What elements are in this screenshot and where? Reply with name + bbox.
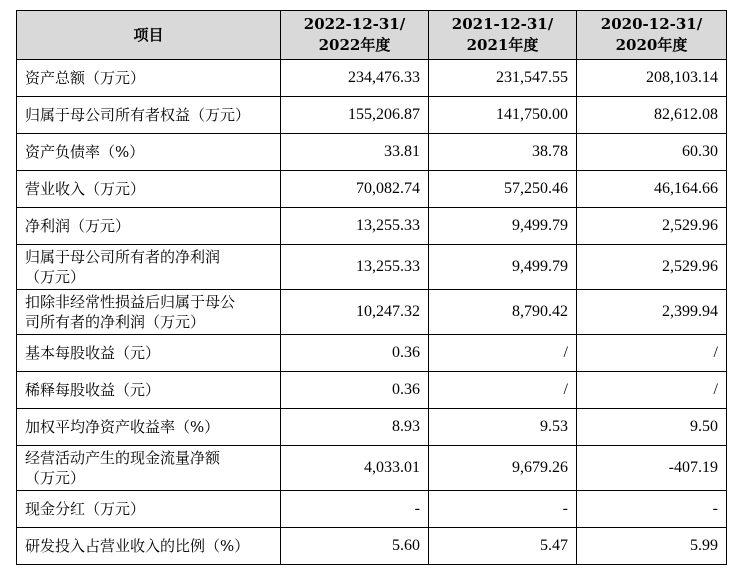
row-label: 基本每股收益（元） — [17, 335, 281, 372]
cell-2020: / — [577, 335, 727, 372]
row-label: 扣除非经常性损益后归属于母公 司所有者的净利润（万元） — [17, 290, 281, 335]
cell-2021: 9,499.79 — [429, 245, 577, 290]
cell-2021: 9.53 — [429, 409, 577, 446]
table-row — [17, 528, 727, 565]
cell-2022: 13,255.33 — [281, 245, 429, 290]
cell-2022: 155,206.87 — [281, 97, 429, 134]
cell-2020: - — [577, 491, 727, 528]
cell-2022: 70,082.74 — [281, 171, 429, 208]
cell-2022: 0.36 — [281, 372, 429, 409]
cell-2020: 9.50 — [577, 409, 727, 446]
table-row — [17, 409, 727, 446]
cell-2022: - — [281, 491, 429, 528]
cell-2021: 231,547.55 — [429, 60, 577, 97]
cell-2020: 5.99 — [577, 528, 727, 565]
row-label: 归属于母公司所有者的净利润 （万元） — [17, 245, 281, 290]
cell-2022: 5.60 — [281, 528, 429, 565]
cell-2020: 46,164.66 — [577, 171, 727, 208]
cell-2022: 234,476.33 — [281, 60, 429, 97]
cell-2021: / — [429, 372, 577, 409]
table-row — [17, 446, 727, 491]
table-row — [17, 134, 727, 171]
cell-2021: 8,790.42 — [429, 290, 577, 335]
row-label: 净利润（万元） — [17, 208, 281, 245]
table-row — [17, 372, 727, 409]
cell-2021: 9,679.26 — [429, 446, 577, 491]
cell-2022: 8.93 — [281, 409, 429, 446]
cell-2020: 82,612.08 — [577, 97, 727, 134]
cell-2022: 4,033.01 — [281, 446, 429, 491]
row-label: 研发投入占营业收入的比例（%） — [17, 528, 281, 565]
header-item: 项目 — [17, 11, 281, 60]
table-row — [17, 171, 727, 208]
cell-2020: / — [577, 372, 727, 409]
table-row — [17, 335, 727, 372]
table-header-row — [17, 11, 727, 60]
cell-2022: 0.36 — [281, 335, 429, 372]
cell-2022: 13,255.33 — [281, 208, 429, 245]
cell-2021: 38.78 — [429, 134, 577, 171]
table-row — [17, 97, 727, 134]
row-label: 现金分红（万元） — [17, 491, 281, 528]
row-label: 资产负债率（%） — [17, 134, 281, 171]
cell-2020: 2,399.94 — [577, 290, 727, 335]
cell-2021: 5.47 — [429, 528, 577, 565]
cell-2021: 141,750.00 — [429, 97, 577, 134]
cell-2021: 9,499.79 — [429, 208, 577, 245]
cell-2020: 2,529.96 — [577, 245, 727, 290]
row-label: 稀释每股收益（元） — [17, 372, 281, 409]
cell-2022: 10,247.32 — [281, 290, 429, 335]
table-row — [17, 245, 727, 290]
header-col-2020: 2020-12-31/ 2020年度 — [577, 11, 727, 60]
cell-2021: - — [429, 491, 577, 528]
table-row — [17, 491, 727, 528]
financial-table-container — [16, 10, 727, 565]
cell-2021: / — [429, 335, 577, 372]
financial-summary-table — [16, 10, 727, 565]
header-col-2021: 2021-12-31/ 2021年度 — [429, 11, 577, 60]
cell-2022: 33.81 — [281, 134, 429, 171]
row-label: 资产总额（万元） — [17, 60, 281, 97]
cell-2020: 208,103.14 — [577, 60, 727, 97]
row-label: 经营活动产生的现金流量净额 （万元） — [17, 446, 281, 491]
cell-2020: 60.30 — [577, 134, 727, 171]
table-row — [17, 290, 727, 335]
header-col-2022: 2022-12-31/ 2022年度 — [281, 11, 429, 60]
cell-2020: -407.19 — [577, 446, 727, 491]
table-row — [17, 60, 727, 97]
cell-2021: 57,250.46 — [429, 171, 577, 208]
cell-2020: 2,529.96 — [577, 208, 727, 245]
table-row — [17, 208, 727, 245]
row-label: 加权平均净资产收益率（%） — [17, 409, 281, 446]
row-label: 营业收入（万元） — [17, 171, 281, 208]
row-label: 归属于母公司所有者权益（万元） — [17, 97, 281, 134]
